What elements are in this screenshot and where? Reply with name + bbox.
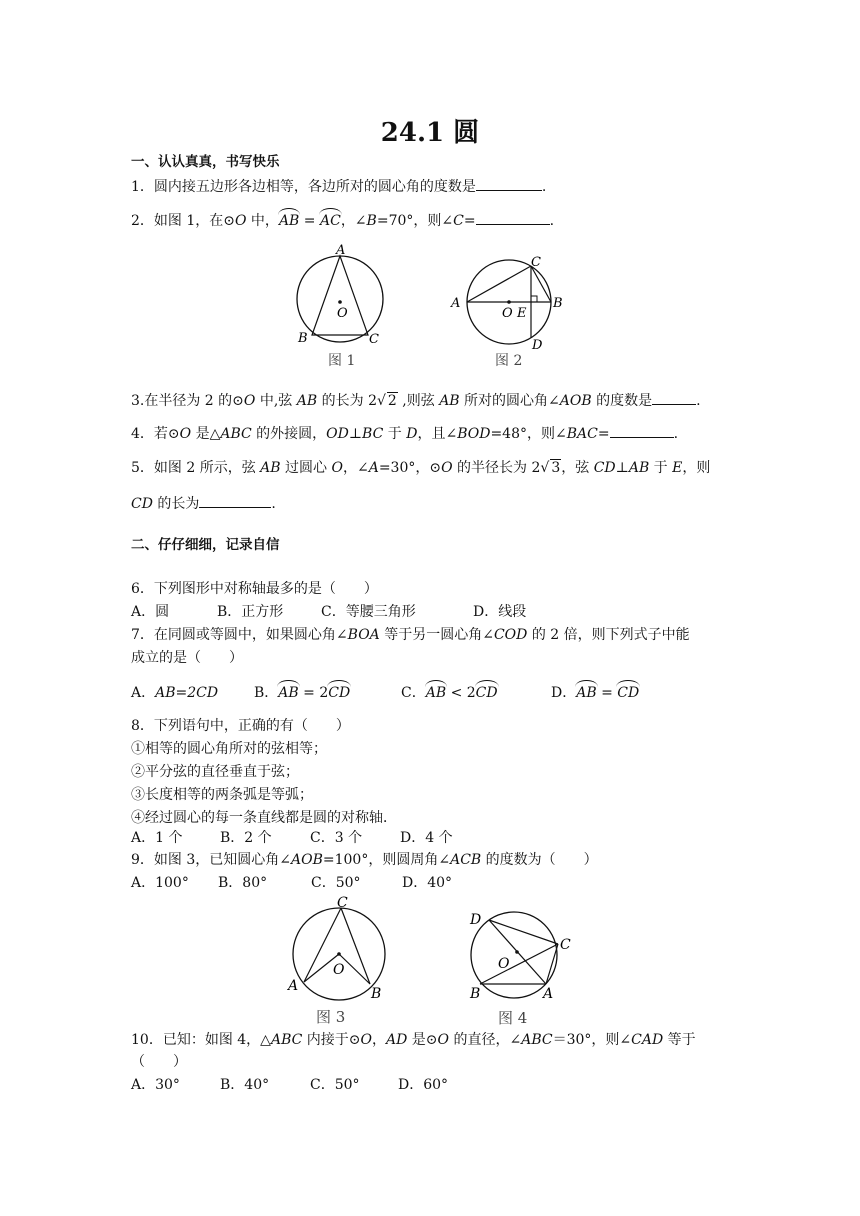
question-2: 2．如图 1，在⊙O 中，AB = AC，∠B=70°，则∠C= . [131, 213, 555, 229]
fig1-label-b: B [298, 331, 308, 346]
option-a[interactable]: A．圆 [131, 604, 170, 620]
question-10-line-2: （ ） [131, 1054, 187, 1070]
fig3-label-c: C [337, 895, 348, 911]
figure-4 [462, 903, 580, 1029]
option-c[interactable]: C．AB < 2CD [401, 685, 498, 701]
answer-blank[interactable] [476, 211, 550, 225]
fig4-label-d: D [470, 912, 482, 928]
fig2-label-a: A [451, 296, 461, 311]
answer-blank[interactable] [652, 391, 696, 405]
fig1-caption: 图 1 [328, 353, 356, 369]
fig1-label-c: C [369, 332, 379, 347]
fig1-label-o: O [337, 306, 348, 321]
option-b[interactable]: B．AB = 2CD [254, 685, 351, 701]
figure-1 [290, 243, 390, 371]
option-b[interactable]: B．正方形 [217, 604, 284, 620]
option-c[interactable]: C．50° [311, 875, 361, 891]
question-10-line-1: 10．已知：如图 4，△ABC 内接于⊙O，AD 是⊙O 的直径，∠ABC＝30°，则∠CAD 等于 [131, 1032, 696, 1048]
question-8: 8．下列语句中，正确的有（ ） [131, 718, 350, 734]
option-a[interactable]: A．1 个 [131, 830, 183, 846]
option-b[interactable]: B．2 个 [220, 830, 272, 846]
option-b[interactable]: B．40° [220, 1077, 270, 1093]
question-6-options [131, 603, 526, 621]
question-5-line-2: CD 的长为 . [131, 496, 276, 512]
option-d[interactable]: D．60° [398, 1077, 449, 1093]
answer-blank[interactable] [610, 424, 674, 438]
figure-3 [282, 892, 392, 1028]
question-1: 1．圆内接五边形各边相等，各边所对的圆心角的度数是 . [131, 179, 547, 195]
question-6: 6．下列图形中对称轴最多的是（ ） [131, 581, 378, 597]
option-c[interactable]: C．等腰三角形 [321, 604, 416, 620]
fig3-label-o: O [333, 962, 345, 978]
fig1-label-a: A [336, 243, 346, 258]
answer-blank[interactable] [199, 494, 271, 508]
statement-1: ①相等的圆心角所对的弦相等； [131, 741, 327, 757]
page-title: 24.1 圆 [380, 118, 480, 148]
fig3-caption: 图 3 [316, 1008, 346, 1026]
question-9-options [131, 874, 452, 892]
question-7-options [131, 684, 639, 702]
section-1-heading: 一、认认真真，书写快乐 [131, 154, 280, 170]
fig3-label-a: A [288, 978, 299, 994]
question-8-options [131, 829, 453, 847]
option-d[interactable]: D．线段 [473, 604, 527, 620]
figure-2 [446, 250, 576, 372]
question-10-options [131, 1076, 448, 1094]
question-9: 9．如图 3，已知圆心角∠AOB=100°，则圆周角∠ACB 的度数为（ ） [131, 852, 598, 868]
option-b[interactable]: B．80° [218, 875, 268, 891]
fig4-label-a: A [543, 986, 554, 1002]
option-a[interactable]: A．100° [131, 875, 189, 891]
option-d[interactable]: D．4 个 [400, 830, 453, 846]
answer-blank[interactable] [476, 177, 542, 191]
option-c[interactable]: C．50° [310, 1077, 360, 1093]
question-7-line-2: 成立的是（ ） [131, 650, 243, 666]
section-2-heading: 二、仔仔细细，记录自信 [131, 537, 280, 553]
fig3-label-b: B [371, 986, 382, 1002]
fig2-label-b: B [553, 296, 563, 311]
fig4-caption: 图 4 [498, 1009, 528, 1027]
fig4-label-c: C [560, 937, 571, 953]
option-c[interactable]: C．3 个 [310, 830, 363, 846]
question-5-line-1: 5．如图 2 所示，弦 AB 过圆心 O，∠A=30°，⊙O 的半径长为 2√ 3，弦 CD⊥AB 于 E，则 [131, 460, 711, 476]
question-3: 3.在半径为 2 的⊙O 中,弦 AB 的长为 2√ 2 ,则弦 AB 所对的圆心角∠AOB 的度数是 . [131, 393, 701, 409]
statement-3: ③长度相等的两条弧是等弧； [131, 787, 313, 803]
statement-4: ④经过圆心的每一条直线都是圆的对称轴． [131, 810, 397, 826]
option-a[interactable]: A．30° [131, 1077, 180, 1093]
question-7-line-1: 7．在同圆或等圆中，如果圆心角∠BOA 等于另一圆心角∠COD 的 2 倍，则下列式子中能 [131, 627, 690, 643]
fig2-label-d: D [532, 338, 543, 353]
fig4-label-o: O [498, 956, 510, 972]
fig2-label-c: C [531, 255, 541, 270]
question-4: 4．若⊙O 是△ABC 的外接圆，OD⊥BC 于 D，且∠BOD=48°，则∠BAC= . [131, 426, 679, 442]
fig2-label-e: E [517, 306, 527, 321]
fig2-caption: 图 2 [495, 353, 523, 369]
option-d[interactable]: D．40° [402, 875, 453, 891]
option-a[interactable]: A．AB=2CD [131, 685, 219, 701]
fig2-label-o: O [502, 306, 513, 321]
statement-2: ②平分弦的直径垂直于弦； [131, 764, 299, 780]
option-d[interactable]: D．AB = CD [551, 685, 640, 701]
fig4-label-b: B [470, 986, 481, 1002]
